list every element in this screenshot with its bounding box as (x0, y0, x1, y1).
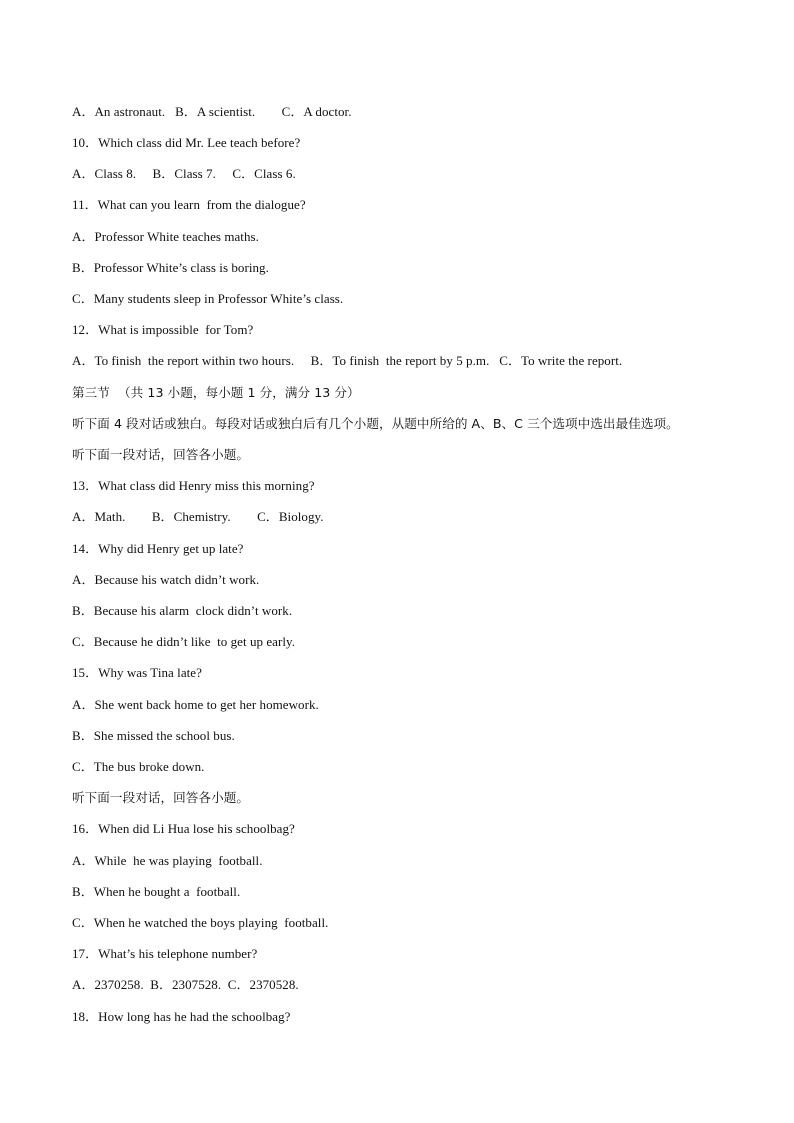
q11-option-b: B．Professor White’s class is boring. (72, 260, 269, 275)
q11-question: 11．What can you learn from the dialogue? (72, 197, 306, 212)
q15-option-a: A．She went back home to get her homework. (72, 697, 319, 712)
q10-question: 10．Which class did Mr. Lee teach before? (72, 135, 301, 150)
q14-option-c: C．Because he didn’t like to get up early. (72, 634, 296, 649)
q16-option-a: A．While he was playing football. (72, 853, 263, 868)
q15-option-b: B．She missed the school bus. (72, 728, 235, 743)
q14-option-a: A．Because his watch didn’t work. (72, 572, 260, 587)
q10-options: A．Class 8. B．Class 7. C．Class 6. (72, 166, 296, 181)
q11-option-c: C．Many students sleep in Professor White’s class. (72, 291, 344, 306)
section-instructions: 听下面 4 段对话或独白。每段对话或独白后有几个小题，从题中所给的 A、B、C 三个选项中选出最佳选项。 (72, 416, 679, 431)
q16-option-c: C．When he watched the boys playing football. (72, 915, 329, 930)
q12-question: 12．What is impossible for Tom? (72, 322, 254, 337)
q18-question: 18．How long has he had the schoolbag? (72, 1009, 291, 1024)
q13-question: 13．What class did Henry miss this morning? (72, 478, 315, 493)
q13-options: A．Math. B．Chemistry. C．Biology. (72, 509, 324, 524)
q16-option-b: B．When he bought a football. (72, 884, 241, 899)
q14-question: 14．Why did Henry get up late? (72, 541, 244, 556)
q11-option-a: A．Professor White teaches maths. (72, 229, 259, 244)
q15-question: 15．Why was Tina late? (72, 665, 202, 680)
q12-options: A．To finish the report within two hours. B．To finish the report by 5 p.m. C．To write the report. (72, 353, 623, 368)
q17-options: A．2370258. B．2307528. C．2370528. (72, 977, 299, 992)
q17-question: 17．What’s his telephone number? (72, 946, 258, 961)
dialogue-instruction-1: 听下面一段对话，回答各小题。 (72, 447, 250, 462)
q9-options: A．An astronaut. B．A scientist. C．A doctor. (72, 104, 352, 119)
q14-option-b: B．Because his alarm clock didn’t work. (72, 603, 293, 618)
dialogue-instruction-2: 听下面一段对话，回答各小题。 (72, 790, 250, 805)
q15-option-c: C．The bus broke down. (72, 759, 205, 774)
q16-question: 16．When did Li Hua lose his schoolbag? (72, 821, 295, 836)
section-heading: 第三节 （共 13 小题，每小题 1 分，满分 13 分） (72, 385, 360, 400)
